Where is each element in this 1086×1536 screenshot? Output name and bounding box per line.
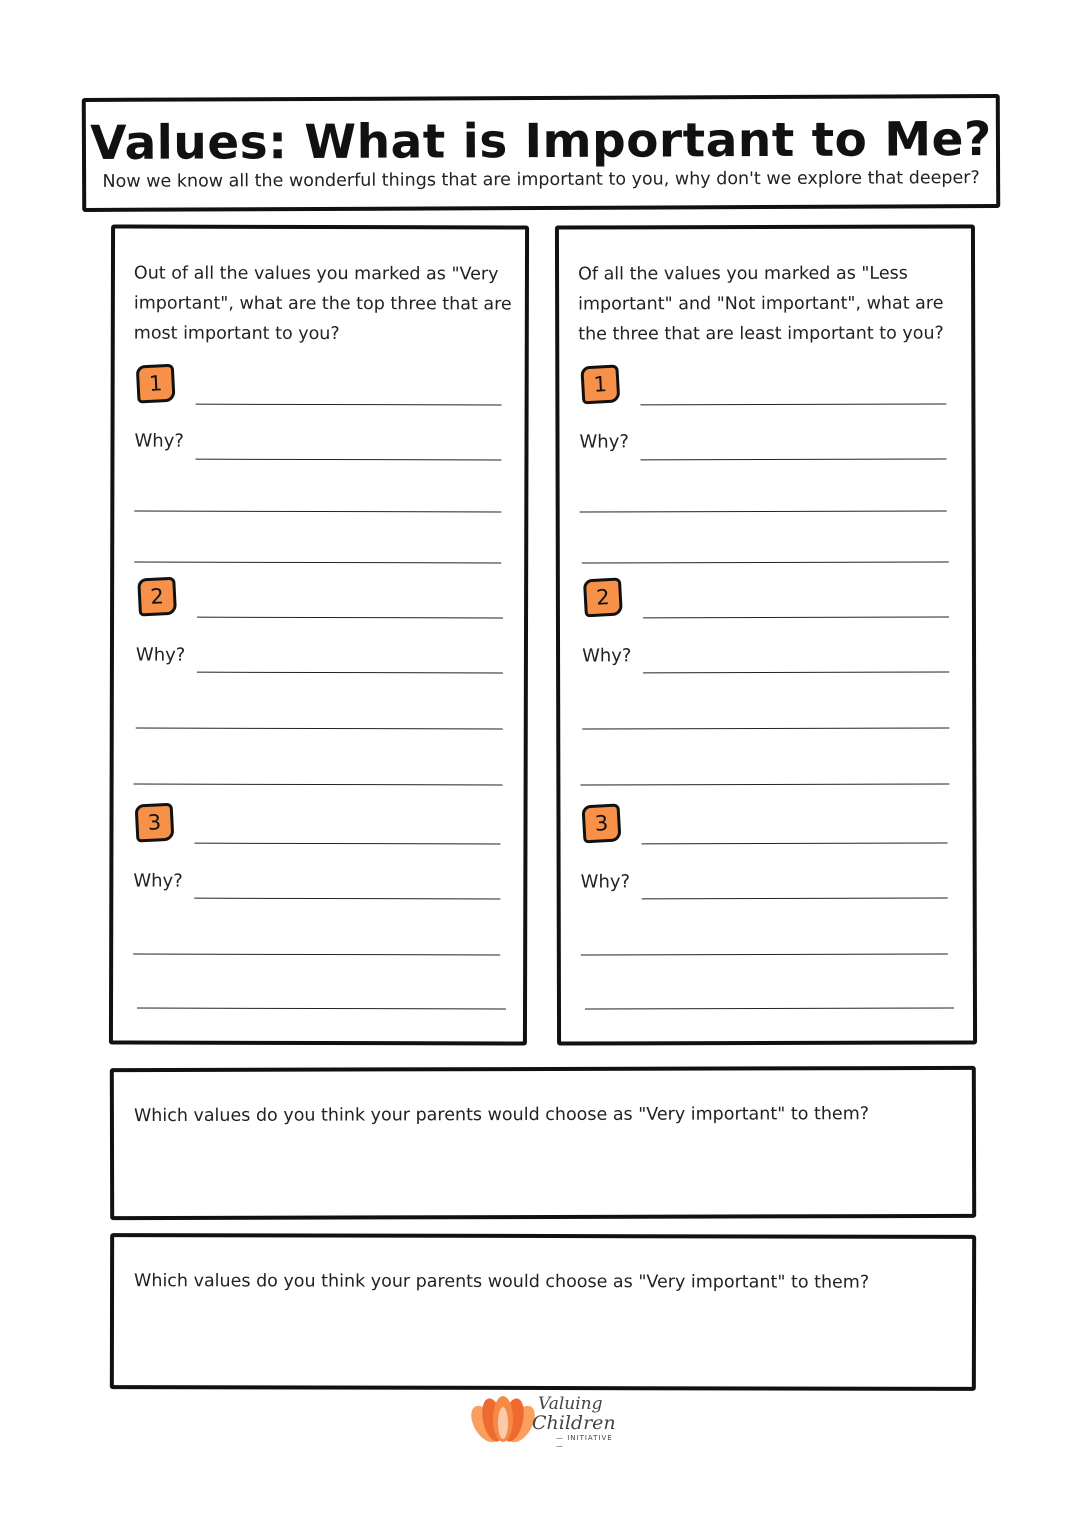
why-extra-line-3b[interactable] bbox=[137, 1008, 506, 1010]
why-line-2[interactable] bbox=[197, 672, 503, 674]
answer-line-1[interactable] bbox=[640, 404, 946, 406]
lotus-flower-icon bbox=[470, 1392, 536, 1448]
why-extra-line-2b[interactable] bbox=[134, 784, 503, 786]
most-important-panel bbox=[109, 224, 529, 1045]
parents-values-question-2: Which values do you think your parents would choose as "Very important" to them? bbox=[134, 1271, 870, 1293]
page-title: Values: What is Important to Me? bbox=[90, 112, 992, 171]
number-badge-3: 3 bbox=[581, 803, 621, 843]
why-extra-line-1a[interactable] bbox=[134, 511, 501, 513]
why-label-2: Why? bbox=[582, 645, 632, 667]
why-label-1: Why? bbox=[579, 431, 629, 453]
logo-line-valuing: Valuing bbox=[538, 1394, 603, 1414]
why-label-1: Why? bbox=[134, 430, 184, 452]
number-badge-2: 2 bbox=[137, 577, 177, 617]
number-badge-1: 1 bbox=[136, 364, 176, 404]
why-extra-line-2a[interactable] bbox=[136, 728, 503, 730]
page-subtitle: Now we know all the wonderful things that are important to you, why don't we explore that deeper? bbox=[102, 168, 980, 192]
answer-line-3[interactable] bbox=[194, 843, 500, 845]
parents-values-box-1[interactable] bbox=[110, 1066, 976, 1220]
why-extra-line-2a[interactable] bbox=[582, 728, 949, 730]
answer-line-2[interactable] bbox=[197, 617, 503, 619]
number-badge-2: 2 bbox=[583, 577, 623, 617]
why-line-1[interactable] bbox=[641, 459, 947, 461]
valuing-children-logo bbox=[470, 1392, 620, 1448]
title-box bbox=[82, 94, 1000, 212]
why-line-3[interactable] bbox=[642, 898, 948, 900]
parents-values-question-1: Which values do you think your parents would choose as "Very important" to them? bbox=[133, 1104, 870, 1127]
logo-line-initiative: — INITIATIVE — bbox=[556, 1434, 613, 1450]
least-important-question: Of all the values you marked as "Less important" and "Not important", what are the three that are least important to you? bbox=[578, 263, 944, 345]
why-extra-line-2b[interactable] bbox=[580, 784, 949, 786]
why-extra-line-3a[interactable] bbox=[581, 954, 948, 956]
why-extra-line-3a[interactable] bbox=[133, 954, 500, 956]
why-extra-line-1a[interactable] bbox=[580, 511, 947, 513]
why-label-3: Why? bbox=[580, 871, 631, 893]
why-label-3: Why? bbox=[133, 870, 183, 892]
why-extra-line-3b[interactable] bbox=[585, 1008, 954, 1010]
why-extra-line-1b[interactable] bbox=[134, 562, 501, 564]
answer-line-2[interactable] bbox=[643, 617, 949, 619]
parents-values-box-2[interactable] bbox=[110, 1233, 976, 1391]
answer-line-3[interactable] bbox=[642, 843, 948, 845]
least-important-panel bbox=[555, 224, 977, 1045]
why-label-2: Why? bbox=[135, 644, 186, 666]
why-line-1[interactable] bbox=[195, 459, 501, 461]
logo-line-children: Children bbox=[532, 1412, 616, 1434]
why-line-3[interactable] bbox=[194, 898, 500, 900]
answer-line-1[interactable] bbox=[196, 404, 502, 406]
number-badge-1: 1 bbox=[580, 364, 620, 404]
most-important-question: Out of all the values you marked as "Very important", what are the top three that are most important to you? bbox=[133, 263, 512, 345]
why-extra-line-1b[interactable] bbox=[582, 562, 949, 564]
number-badge-3: 3 bbox=[135, 803, 175, 843]
why-line-2[interactable] bbox=[643, 672, 949, 674]
